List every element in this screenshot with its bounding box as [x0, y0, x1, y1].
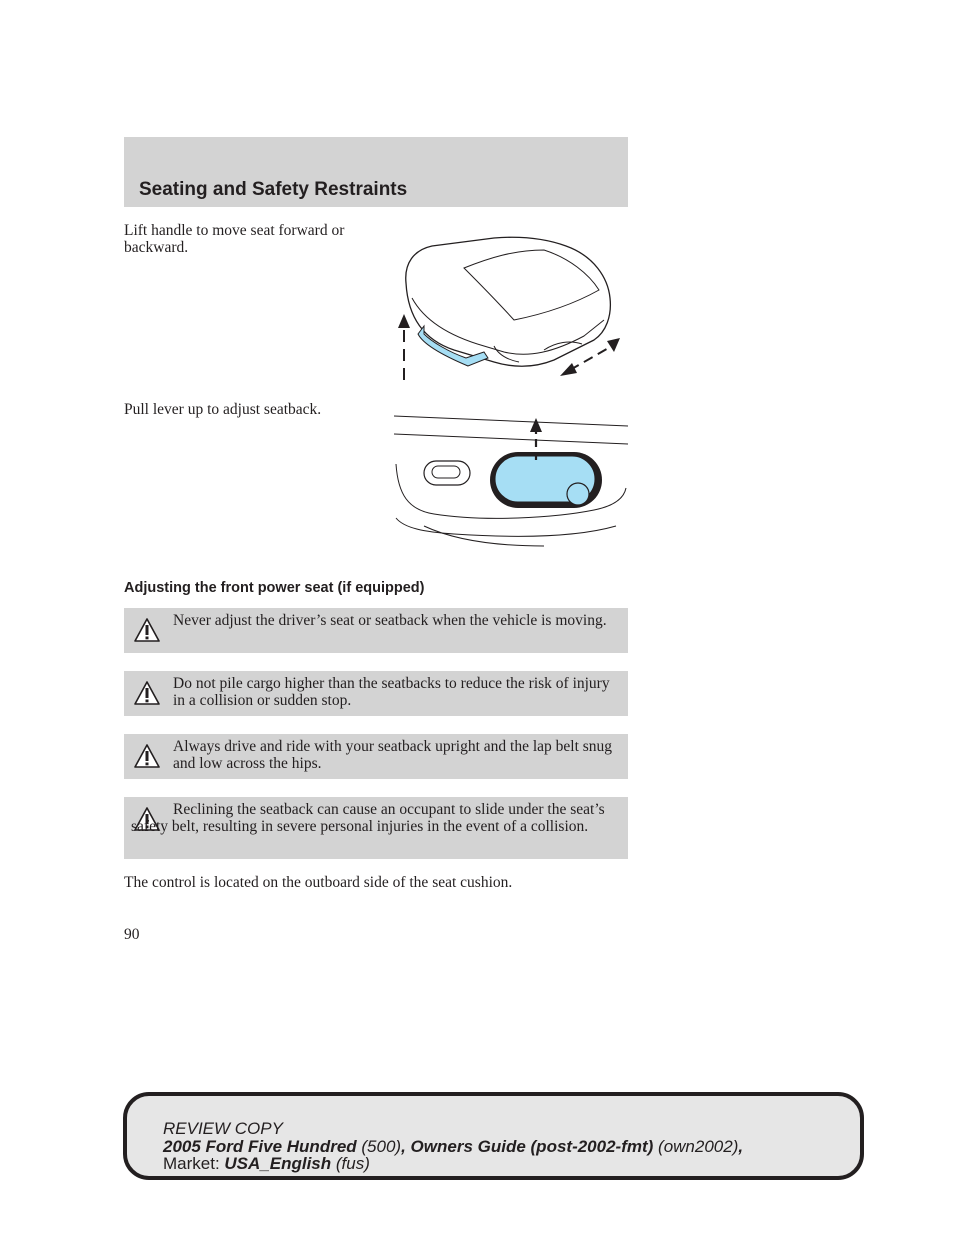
- arrow-up-icon: [398, 314, 410, 328]
- warning-triangle-icon: [133, 680, 161, 706]
- page-title: Seating and Safety Restraints: [139, 179, 408, 200]
- market-code: (fus): [331, 1154, 370, 1173]
- section-header: [124, 137, 628, 207]
- warning-text: Never adjust the driver’s seat or seatback when the vehicle is moving.: [173, 612, 607, 629]
- warning-triangle-icon: [133, 617, 161, 643]
- recline-lever-instruction: Pull lever up to adjust seatback.: [124, 401, 322, 418]
- warning-text: Do not pile cargo higher than the seatbacks to reduce the risk of injury in a collision or sudden stop.: [173, 675, 610, 709]
- review-label: REVIEW COPY: [163, 1119, 283, 1138]
- footer-separator: ,: [738, 1136, 744, 1156]
- seat-track-illustration: [394, 228, 630, 384]
- guide-code: (own2002): [653, 1136, 739, 1156]
- footer-separator: ,: [401, 1136, 411, 1156]
- review-copy-footer: [123, 1092, 864, 1180]
- vehicle-model-code: (500): [356, 1136, 402, 1156]
- arrow-back-icon: [560, 363, 577, 376]
- guide-name: Owners Guide (post-2002-fmt): [410, 1136, 654, 1156]
- warning-text: Reclining the seatback can cause an occupant to slide under the seat’s safety belt, resulting in severe personal injuries in the event of a collision.: [131, 801, 605, 835]
- warning-box: [124, 797, 628, 859]
- warning-box: [124, 608, 628, 653]
- lift-handle-instruction: Lift handle to move seat forward or backward.: [124, 222, 345, 256]
- arrow-up-icon: [530, 418, 542, 432]
- warning-box: [124, 734, 628, 779]
- recline-lever-illustration: [394, 414, 630, 560]
- control-location-text: The control is located on the outboard side of the seat cushion.: [124, 874, 513, 891]
- market-label: Market:: [163, 1154, 225, 1173]
- page-number: 90: [124, 926, 140, 943]
- subheading: Adjusting the front power seat (if equipped): [124, 580, 425, 596]
- warning-text: Always drive and ride with your seatback upright and the lap belt snug and low across the hips.: [173, 738, 613, 772]
- warning-triangle-icon: [133, 743, 161, 769]
- market-name: USA_English: [224, 1154, 332, 1173]
- vehicle-model: 2005 Ford Five Hundred: [163, 1136, 357, 1156]
- arrow-forward-icon: [607, 338, 620, 352]
- warning-box: [124, 671, 628, 716]
